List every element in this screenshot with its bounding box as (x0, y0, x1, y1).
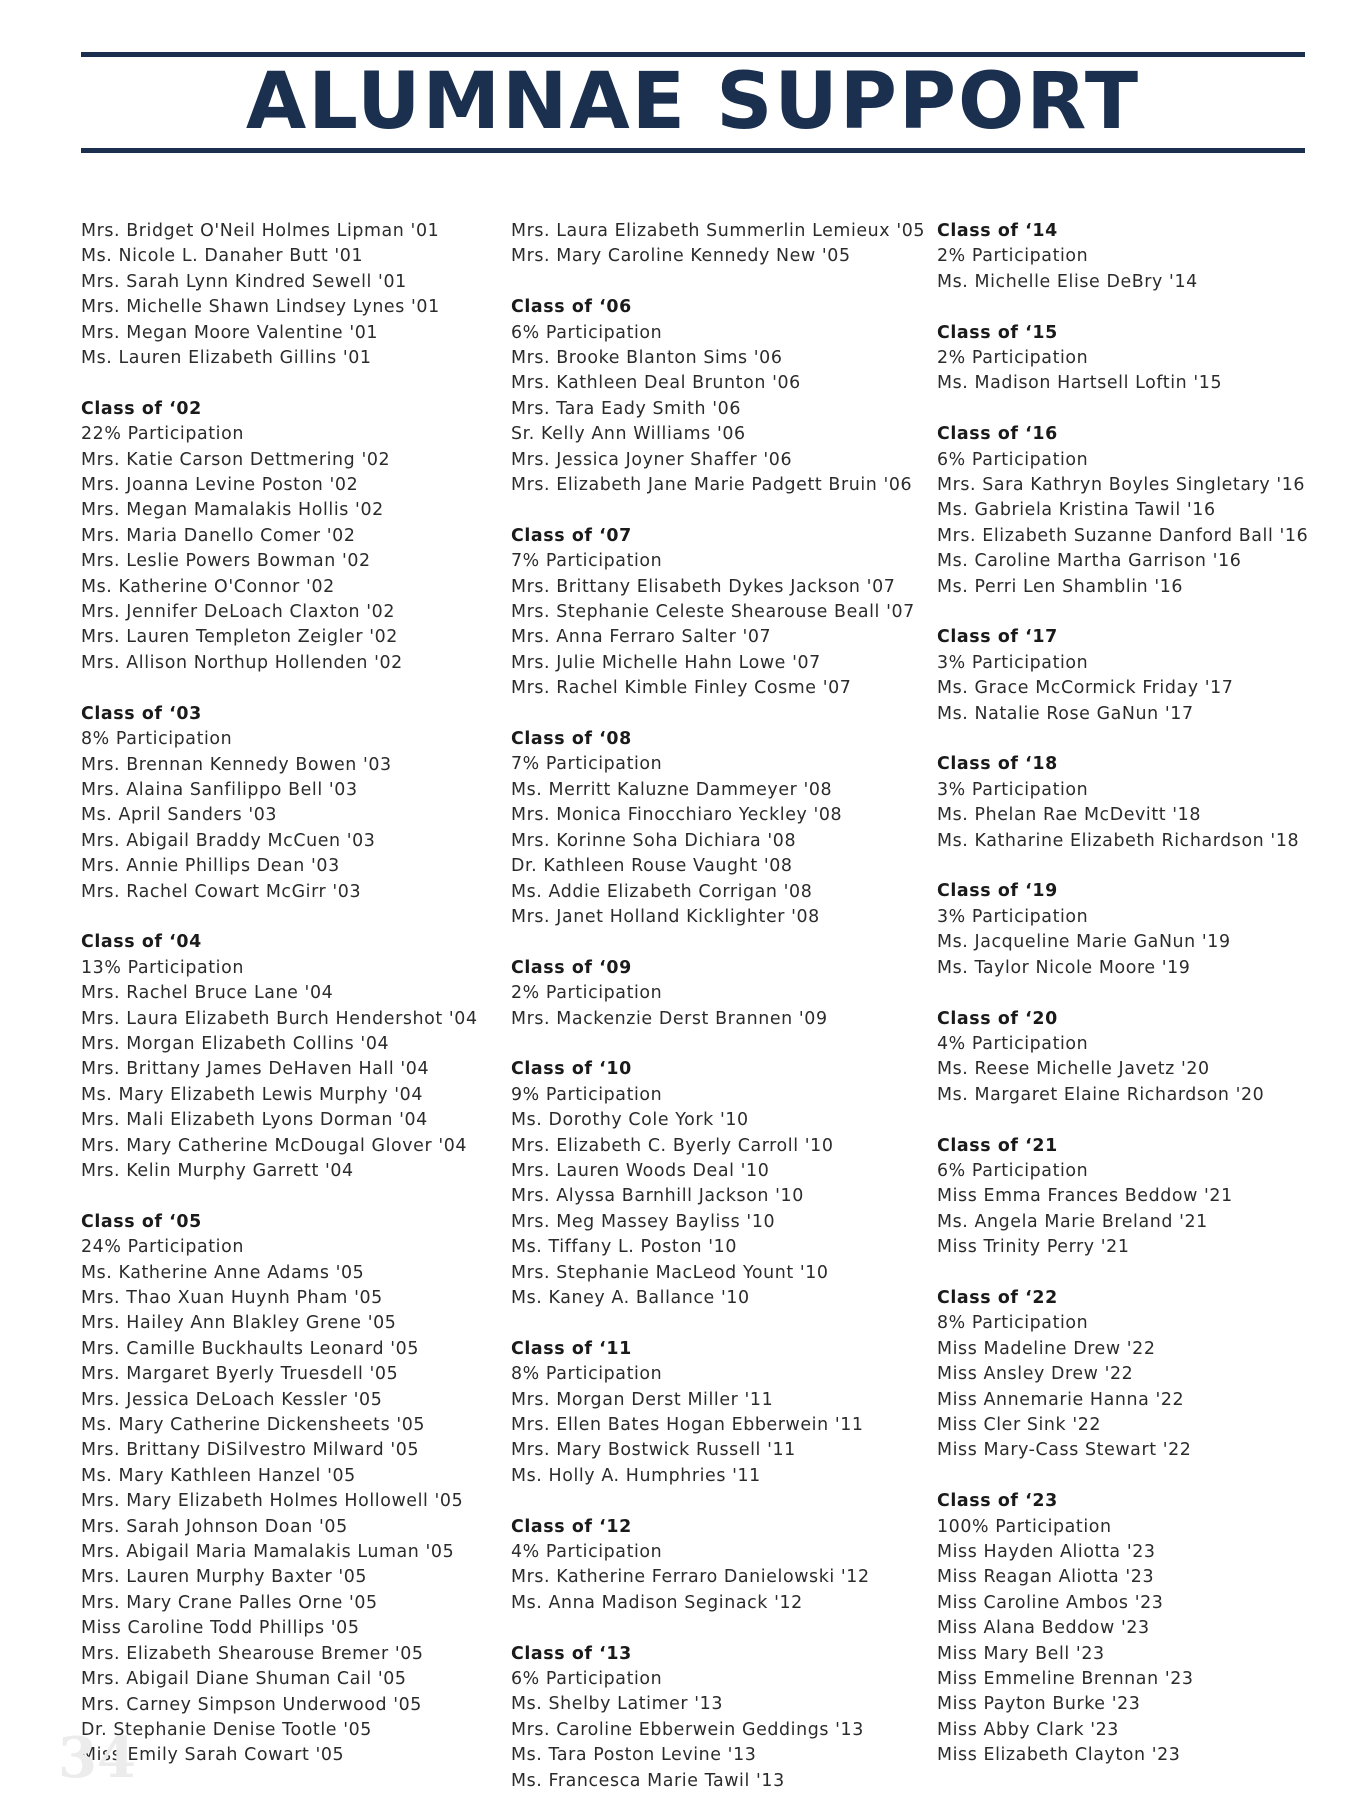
class-heading: Class of ‘20 (937, 1008, 1058, 1029)
donor-name: Mrs. Michelle Shawn Lindsey Lynes '01 (81, 297, 440, 318)
donor-name: Mrs. Brittany Elisabeth Dykes Jackson '07 (511, 576, 896, 597)
class-heading: Class of ‘03 (81, 703, 202, 724)
donor-name: Miss Caroline Ambos '23 (937, 1592, 1164, 1613)
participation-rate: 13% Participation (81, 957, 244, 978)
donor-name: Mrs. Laura Elizabeth Summerlin Lemieux '05 (511, 221, 926, 241)
participation-rate: 9% Participation (511, 1084, 663, 1105)
group-spacer (81, 371, 478, 396)
donor-name: Miss Reagan Aliotta '23 (937, 1567, 1155, 1588)
donor-name: Ms. Michelle Elise DeBry '14 (937, 271, 1198, 292)
group-spacer (511, 1032, 925, 1057)
donor-name: Ms. Anna Madison Seginack '12 (511, 1592, 803, 1613)
donor-name: Mrs. Jessica DeLoach Kessler '05 (81, 1389, 383, 1410)
class-group (937, 422, 1308, 600)
group-spacer (937, 1108, 1308, 1133)
donor-name: Miss Annemarie Hanna '22 (937, 1389, 1185, 1410)
class-heading: Class of ‘17 (937, 627, 1058, 648)
donor-name: Mrs. Brennan Kennedy Bowen '03 (81, 754, 392, 775)
participation-rate: 4% Participation (511, 1542, 663, 1563)
donor-name: Mrs. Carney Simpson Underwood '05 (81, 1694, 422, 1715)
class-group (937, 1134, 1308, 1261)
donor-name: Mrs. Sarah Johnson Doan '05 (81, 1516, 348, 1537)
class-group (81, 930, 478, 1184)
donor-name: Mrs. Megan Mamalakis Hollis '02 (81, 500, 384, 521)
class-heading: Class of ‘04 (81, 932, 202, 953)
donor-name: Ms. Caroline Martha Garrison '16 (937, 551, 1242, 572)
donor-name: Ms. Margaret Elaine Richardson '20 (937, 1084, 1265, 1105)
donor-name: Mrs. Bridget O'Neil Holmes Lipman '01 (81, 221, 440, 241)
group-spacer (937, 854, 1308, 879)
group-spacer (937, 600, 1308, 625)
page-title: ALUMNAE SUPPORT (245, 57, 1141, 147)
title-rule-bottom (81, 148, 1305, 153)
donor-name: Mrs. Maria Danello Comer '02 (81, 525, 356, 546)
participation-rate: 3% Participation (937, 779, 1089, 800)
donor-name: Mrs. Janet Holland Kicklighter '08 (511, 906, 820, 927)
donor-name: Mrs. Abigail Diane Shuman Cail '05 (81, 1669, 407, 1690)
donor-name: Ms. Angela Marie Breland '21 (937, 1211, 1208, 1232)
donor-name: Dr. Stephanie Denise Tootle '05 (81, 1719, 372, 1740)
group-spacer (937, 1261, 1308, 1286)
class-heading: Class of ‘18 (937, 754, 1058, 775)
donor-name: Mrs. Mackenzie Derst Brannen '09 (511, 1008, 828, 1029)
donor-name: Ms. Katherine Anne Adams '05 (81, 1262, 365, 1283)
page-number: 34 (58, 1725, 136, 1791)
donor-name: Mrs. Meg Massey Bayliss '10 (511, 1211, 776, 1232)
class-group (511, 524, 925, 702)
donor-name: Ms. Reese Michelle Javetz '20 (937, 1059, 1210, 1080)
donor-name: Mrs. Morgan Derst Miller '11 (511, 1389, 774, 1410)
participation-rate: 22% Participation (81, 424, 244, 445)
group-spacer (937, 397, 1308, 422)
group-spacer (511, 498, 925, 523)
participation-rate: 2% Participation (511, 983, 663, 1004)
donor-name: Ms. April Sanders '03 (81, 805, 278, 826)
participation-rate: 7% Participation (511, 754, 663, 775)
group-spacer (511, 930, 925, 955)
donor-name: Mrs. Mary Bostwick Russell '11 (511, 1440, 796, 1461)
donor-name: Mrs. Brittany DiSilvestro Milward '05 (81, 1440, 420, 1461)
donor-name: Ms. Madison Hartsell Loftin '15 (937, 373, 1223, 394)
donor-name: Mrs. Ellen Bates Hogan Ebberwein '11 (511, 1415, 864, 1435)
donor-name: Ms. Kaney A. Ballance '10 (511, 1287, 750, 1308)
class-group (937, 219, 1308, 295)
donor-name: Dr. Kathleen Rouse Vaught '08 (511, 856, 793, 877)
class-group (81, 397, 478, 676)
class-group (511, 1515, 925, 1617)
donor-name: Ms. Merritt Kaluzne Dammeyer '08 (511, 779, 833, 800)
group-spacer (511, 270, 925, 295)
donor-name: Ms. Mary Kathleen Hanzel '05 (81, 1465, 356, 1486)
donor-name: Ms. Mary Catherine Dickensheets '05 (81, 1415, 426, 1436)
class-group (511, 219, 925, 270)
donor-name: Miss Alana Beddow '23 (937, 1618, 1150, 1639)
group-spacer (511, 702, 925, 727)
donor-name: Mrs. Joanna Levine Poston '02 (81, 475, 359, 496)
donor-name: Ms. Katherine O'Connor '02 (81, 576, 335, 597)
donor-name: Mrs. Rachel Cowart McGirr '03 (81, 881, 362, 902)
donor-name: Mrs. Lauren Murphy Baxter '05 (81, 1567, 368, 1588)
donor-name: Ms. Shelby Latimer '13 (511, 1694, 723, 1715)
donor-name: Ms. Natalie Rose GaNun '17 (937, 703, 1194, 724)
group-spacer (937, 295, 1308, 320)
group-spacer (511, 1489, 925, 1514)
donor-name: Mrs. Megan Moore Valentine '01 (81, 322, 379, 343)
donor-name: Mrs. Laura Elizabeth Burch Hendershot '04 (81, 1008, 478, 1029)
donor-name: Ms. Grace McCormick Friday '17 (937, 678, 1234, 699)
class-group (937, 321, 1308, 397)
class-heading: Class of ‘23 (937, 1491, 1058, 1512)
participation-rate: 100% Participation (937, 1516, 1112, 1537)
donor-name: Sr. Kelly Ann Williams '06 (511, 424, 746, 445)
participation-rate: 6% Participation (511, 1669, 663, 1690)
donor-name: Miss Emma Frances Beddow '21 (937, 1186, 1233, 1207)
participation-rate: 2% Participation (937, 246, 1089, 267)
group-spacer (81, 676, 478, 701)
donor-name: Ms. Holly A. Humphries '11 (511, 1465, 761, 1486)
donor-name: Miss Cler Sink '22 (937, 1414, 1102, 1435)
donor-name: Mrs. Alaina Sanfilippo Bell '03 (81, 779, 358, 800)
participation-rate: 4% Participation (937, 1033, 1089, 1054)
donor-name: Mrs. Jennifer DeLoach Claxton '02 (81, 602, 395, 623)
participation-rate: 3% Participation (937, 652, 1089, 673)
donor-name: Ms. Phelan Rae McDevitt '18 (937, 805, 1202, 826)
group-spacer (511, 1311, 925, 1336)
class-heading: Class of ‘08 (511, 729, 632, 750)
donor-name: Mrs. Julie Michelle Hahn Lowe '07 (511, 652, 821, 673)
donor-name: Mrs. Tara Eady Smith '06 (511, 398, 741, 419)
donor-name: Miss Mary Bell '23 (937, 1643, 1105, 1664)
donor-name: Mrs. Thao Xuan Huynh Pham '05 (81, 1288, 383, 1308)
donor-name: Mrs. Brittany James DeHaven Hall '04 (81, 1059, 430, 1080)
donor-name: Mrs. Margaret Byerly Truesdell '05 (81, 1364, 399, 1385)
donor-name: Mrs. Kelin Murphy Garrett '04 (81, 1160, 354, 1181)
class-group (81, 1210, 478, 1769)
donor-name: Ms. Tiffany L. Poston '10 (511, 1237, 738, 1258)
donor-column-3 (937, 219, 1308, 1769)
donor-name: Miss Emmeline Brennan '23 (937, 1669, 1194, 1690)
class-group (937, 879, 1308, 981)
donor-name: Mrs. Stephanie MacLeod Yount '10 (511, 1262, 829, 1283)
donor-name: Ms. Katharine Elizabeth Richardson '18 (937, 830, 1300, 851)
donor-name: Ms. Nicole L. Danaher Butt '01 (81, 246, 364, 267)
group-spacer (937, 981, 1308, 1006)
donor-name: Miss Caroline Todd Phillips '05 (81, 1618, 360, 1639)
participation-rate: 24% Participation (81, 1237, 244, 1258)
class-heading: Class of ‘15 (937, 322, 1058, 343)
donor-name: Miss Abby Clark '23 (937, 1719, 1119, 1740)
donor-name: Mrs. Morgan Elizabeth Collins '04 (81, 1033, 390, 1054)
class-heading: Class of ‘06 (511, 297, 632, 318)
donor-name: Mrs. Camille Buckhaults Leonard '05 (81, 1338, 419, 1359)
donor-name: Mrs. Alyssa Barnhill Jackson '10 (511, 1186, 804, 1207)
class-heading: Class of ‘12 (511, 1516, 632, 1537)
donor-name: Miss Emily Sarah Cowart '05 (81, 1745, 345, 1766)
donor-name: Mrs. Caroline Ebberwein Geddings '13 (511, 1719, 864, 1740)
class-heading: Class of ‘05 (81, 1211, 202, 1232)
donor-column-1 (81, 219, 478, 1769)
donor-name: Mrs. Katherine Ferraro Danielowski '12 (511, 1567, 870, 1588)
donor-name: Mrs. Mary Crane Palles Orne '05 (81, 1592, 378, 1613)
donor-name: Mrs. Abigail Braddy McCuen '03 (81, 830, 376, 851)
donor-name: Mrs. Lauren Woods Deal '10 (511, 1160, 770, 1181)
donor-name: Ms. Dorothy Cole York '10 (511, 1110, 749, 1131)
class-heading: Class of ‘07 (511, 525, 632, 546)
group-spacer (937, 1464, 1308, 1489)
donor-name: Mrs. Annie Phillips Dean '03 (81, 856, 340, 877)
donor-name: Ms. Francesca Marie Tawil '13 (511, 1770, 785, 1791)
group-spacer (81, 1184, 478, 1209)
class-group (937, 1286, 1308, 1464)
group-spacer (511, 1616, 925, 1641)
donor-name: Mrs. Jessica Joyner Shaffer '06 (511, 449, 793, 470)
donor-name: Miss Hayden Aliotta '23 (937, 1541, 1156, 1562)
class-group (81, 702, 478, 905)
donor-name: Ms. Perri Len Shamblin '16 (937, 576, 1184, 597)
class-group (81, 219, 478, 371)
donor-name: Mrs. Abigail Maria Mamalakis Luman '05 (81, 1542, 455, 1563)
class-heading: Class of ‘13 (511, 1643, 632, 1664)
class-group (511, 295, 925, 498)
class-heading: Class of ‘19 (937, 881, 1058, 902)
class-group (937, 752, 1308, 854)
class-group (511, 1337, 925, 1489)
donor-name: Miss Payton Burke '23 (937, 1694, 1141, 1715)
donor-name: Mrs. Mary Catherine McDougal Glover '04 (81, 1135, 468, 1156)
group-spacer (937, 727, 1308, 752)
participation-rate: 8% Participation (511, 1364, 663, 1385)
class-group (937, 1007, 1308, 1109)
donor-name: Mrs. Rachel Kimble Finley Cosme '07 (511, 678, 852, 699)
class-heading: Class of ‘22 (937, 1287, 1058, 1308)
donor-name: Mrs. Anna Ferraro Salter '07 (511, 627, 772, 648)
donor-name: Miss Madeline Drew '22 (937, 1338, 1156, 1359)
donor-name: Mrs. Allison Northup Hollenden '02 (81, 652, 403, 673)
class-heading: Class of ‘16 (937, 424, 1058, 445)
participation-rate: 6% Participation (937, 1160, 1089, 1181)
donor-name: Mrs. Elizabeth Shearouse Bremer '05 (81, 1643, 424, 1664)
class-group (511, 727, 925, 930)
donor-name: Miss Ansley Drew '22 (937, 1364, 1134, 1385)
donor-name: Mrs. Elizabeth Suzanne Danford Ball '16 (937, 525, 1309, 546)
class-group (937, 625, 1308, 727)
participation-rate: 6% Participation (511, 322, 663, 343)
donor-name: Mrs. Kathleen Deal Brunton '06 (511, 373, 801, 394)
participation-rate: 8% Participation (81, 729, 233, 750)
participation-rate: 8% Participation (937, 1313, 1089, 1334)
donor-name: Miss Trinity Perry '21 (937, 1237, 1130, 1258)
donor-name: Mrs. Katie Carson Dettmering '02 (81, 449, 391, 470)
donor-name: Ms. Taylor Nicole Moore '19 (937, 957, 1191, 978)
class-heading: Class of ‘21 (937, 1135, 1058, 1156)
donor-name: Mrs. Brooke Blanton Sims '06 (511, 348, 783, 369)
donor-name: Mrs. Mary Elizabeth Holmes Hollowell '05 (81, 1491, 464, 1512)
donor-name: Mrs. Hailey Ann Blakley Grene '05 (81, 1313, 397, 1334)
donor-name: Ms. Jacqueline Marie GaNun '19 (937, 932, 1231, 953)
participation-rate: 6% Participation (937, 449, 1089, 470)
donor-name: Mrs. Sara Kathryn Boyles Singletary '16 (937, 475, 1306, 496)
class-heading: Class of ‘11 (511, 1338, 632, 1359)
donor-name: Ms. Mary Elizabeth Lewis Murphy '04 (81, 1084, 423, 1105)
donor-name: Miss Mary-Cass Stewart '22 (937, 1440, 1192, 1461)
donor-name: Ms. Gabriela Kristina Tawil '16 (937, 500, 1216, 521)
group-spacer (81, 905, 478, 930)
donor-name: Mrs. Mali Elizabeth Lyons Dorman '04 (81, 1110, 428, 1131)
donor-name: Mrs. Leslie Powers Bowman '02 (81, 551, 371, 572)
class-group (511, 956, 925, 1032)
donor-name: Ms. Tara Poston Levine '13 (511, 1745, 757, 1766)
donor-name: Mrs. Lauren Templeton Zeigler '02 (81, 627, 398, 648)
donor-name: Ms. Lauren Elizabeth Gillins '01 (81, 348, 372, 369)
donor-name: Ms. Addie Elizabeth Corrigan '08 (511, 881, 813, 902)
donor-name: Mrs. Stephanie Celeste Shearouse Beall '07 (511, 602, 915, 623)
class-group (511, 1642, 925, 1794)
class-heading: Class of ‘09 (511, 957, 632, 978)
donor-name: Mrs. Sarah Lynn Kindred Sewell '01 (81, 271, 407, 292)
class-heading: Class of ‘10 (511, 1059, 632, 1080)
class-heading: Class of ‘02 (81, 398, 202, 419)
donor-name: Mrs. Monica Finocchiaro Yeckley '08 (511, 805, 843, 826)
donor-column-2 (511, 219, 925, 1794)
participation-rate: 2% Participation (937, 348, 1089, 369)
participation-rate: 7% Participation (511, 551, 663, 572)
donor-name: Mrs. Rachel Bruce Lane '04 (81, 983, 334, 1004)
donor-name: Mrs. Elizabeth Jane Marie Padgett Bruin '06 (511, 475, 913, 496)
donor-name: Mrs. Korinne Soha Dichiara '08 (511, 830, 797, 851)
class-heading: Class of ‘14 (937, 221, 1058, 241)
donor-name: Miss Elizabeth Clayton '23 (937, 1745, 1181, 1766)
donor-name: Mrs. Mary Caroline Kennedy New '05 (511, 246, 851, 267)
donor-name: Mrs. Elizabeth C. Byerly Carroll '10 (511, 1135, 834, 1156)
class-group (511, 1057, 925, 1311)
class-group (937, 1489, 1308, 1768)
participation-rate: 3% Participation (937, 906, 1089, 927)
